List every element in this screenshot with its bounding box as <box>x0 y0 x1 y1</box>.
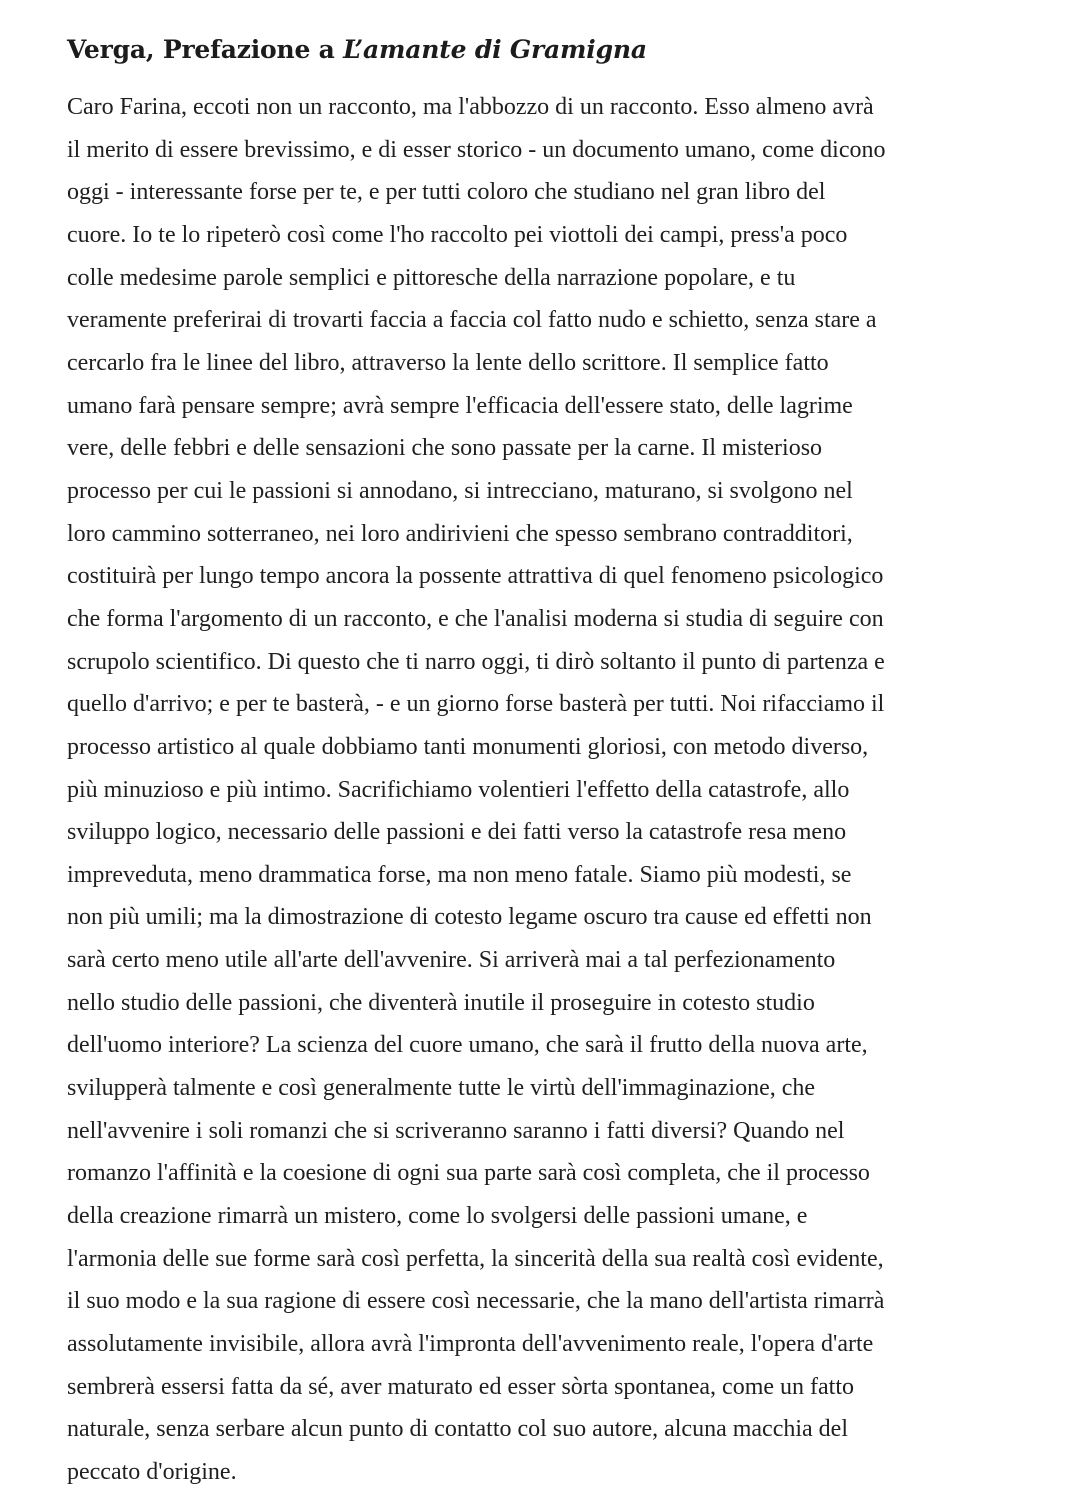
title-prefix: Verga, Prefazione a <box>67 35 344 64</box>
paragraph-line: dell'uomo interiore? La scienza del cuore umano, che sarà il frutto della nuova arte, <box>67 1032 868 1059</box>
paragraph-line: che forma l'argomento di un racconto, e che l'analisi moderna si studia di seguire con <box>67 605 884 632</box>
paragraph-line: Caro Farina, eccoti non un racconto, ma l'abbozzo di un racconto. Esso almeno avrà <box>67 94 874 120</box>
document-page <box>67 28 1047 1494</box>
paragraph-line: vere, delle febbri e delle sensazioni che sono passate per la carne. Il misterioso <box>67 435 823 462</box>
paragraph-line: assolutamente invisibile, allora avrà l'impronta dell'avvenimento reale, l'opera d'arte <box>67 1331 874 1358</box>
paragraph-line: il merito di essere brevissimo, e di esser storico - un documento umano, come dicono <box>67 136 886 163</box>
body-paragraph <box>67 86 1047 1494</box>
paragraph-line: loro cammino sotterraneo, nei loro andirivieni che spesso sembrano contradditori, <box>67 520 853 547</box>
paragraph-line: sembrerà essersi fatta da sé, aver maturato ed esser sòrta spontanea, come un fatto <box>67 1373 855 1400</box>
paragraph-line: nello studio delle passioni, che diventerà inutile il proseguire in cotesto studio <box>67 989 815 1016</box>
paragraph-line: colle medesime parole semplici e pittoresche della narrazione popolare, e tu <box>67 264 796 291</box>
paragraph-line: cuore. Io te lo ripeterò così come l'ho raccolto pei viottoli dei campi, press'a poco <box>67 221 848 248</box>
paragraph-line: l'armonia delle sue forme sarà così perfetta, la sincerità della sua realtà così evidente, <box>67 1245 884 1272</box>
document-title <box>67 28 1047 72</box>
paragraph-line: umano farà pensare sempre; avrà sempre l'efficacia dell'essere stato, delle lagrime <box>67 392 853 419</box>
paragraph-line: scrupolo scientifico. Di questo che ti narro oggi, ti dirò soltanto il punto di partenza e <box>67 648 885 675</box>
title-work: L’amante di Gramigna <box>343 35 647 64</box>
paragraph-line: non più umili; ma la dimostrazione di cotesto legame oscuro tra cause ed effetti non <box>67 904 872 931</box>
paragraph-line: costituirà per lungo tempo ancora la possente attrattiva di quel fenomeno psicologico <box>67 563 884 590</box>
paragraph-line: quello d'arrivo; e per te basterà, - e un giorno forse basterà per tutti. Noi rifacciamo il <box>67 691 885 718</box>
paragraph-line: più minuzioso e più intimo. Sacrifichiamo volentieri l'effetto della catastrofe, allo <box>67 776 850 803</box>
paragraph-line: romanzo l'affinità e la coesione di ogni sua parte sarà così completa, che il processo <box>67 1160 870 1187</box>
paragraph-line: della creazione rimarrà un mistero, come lo svolgersi delle passioni umane, e <box>67 1203 808 1230</box>
paragraph-line: veramente preferirai di trovarti faccia a faccia col fatto nudo e schietto, senza stare a <box>67 307 877 334</box>
paragraph-line: impreveduta, meno drammatica forse, ma non meno fatale. Siamo più modesti, se <box>67 861 852 888</box>
paragraph-line: oggi - interessante forse per te, e per tutti coloro che studiano nel gran libro del <box>67 179 826 206</box>
paragraph-line: cercarlo fra le linee del libro, attraverso la lente dello scrittore. Il semplice fatto <box>67 349 829 376</box>
paragraph-line: il suo modo e la sua ragione di essere così necessarie, che la mano dell'artista rimarrà <box>67 1288 885 1315</box>
paragraph-line: nell'avvenire i soli romanzi che si scriveranno saranno i fatti diversi? Quando nel <box>67 1117 845 1144</box>
paragraph-line: peccato d'origine. <box>67 1459 237 1485</box>
paragraph-line: svilupperà talmente e così generalmente tutte le virtù dell'immaginazione, che <box>67 1075 816 1102</box>
paragraph-line: processo artistico al quale dobbiamo tanti monumenti gloriosi, con metodo diverso, <box>67 733 869 760</box>
paragraph-line: sarà certo meno utile all'arte dell'avvenire. Si arriverà mai a tal perfezionamento <box>67 947 836 974</box>
paragraph-line: sviluppo logico, necessario delle passioni e dei fatti verso la catastrofe resa meno <box>67 819 847 846</box>
paragraph-line: naturale, senza serbare alcun punto di contatto col suo autore, alcuna macchia del <box>67 1416 848 1443</box>
paragraph-line: processo per cui le passioni si annodano, si intrecciano, maturano, si svolgono nel <box>67 477 853 504</box>
